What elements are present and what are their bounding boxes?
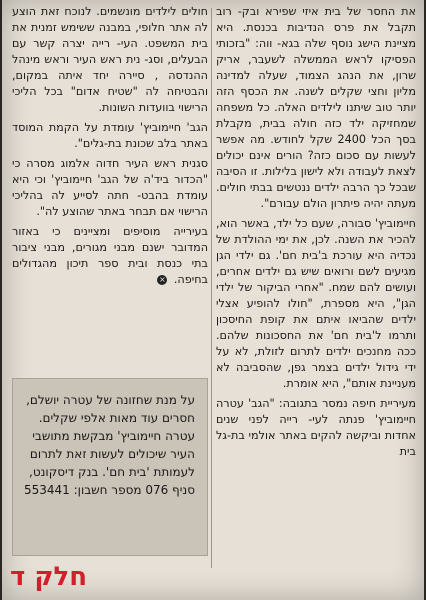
column-divider	[211, 8, 212, 568]
paragraph: חיימוביץ' סבורה, שעם כל ילד, באשר הוא, להכיר את השנה. לכן, את ימי ההולדת של נכדיה היא עורכת ב'בית חם'. גם ילדי הגן מגיעים לשם ורואים שיש גם ילדים אחרים, ועושים להם שמח. "אחרי הביקור של ילדי הגן", היא מספרת, "חולו להופיע אצלי ילדים שהביאו איתם את קופת החיסכון ותרמו ל'בית חם' את החסכונות שלהם. ככה מחנכים ילדים לתרום לזולת, לא על ידי גידול ילדים בצמר גפן, שהסביבה לא מעניינת אותם", היא אומרת.	[216, 217, 416, 390]
paragraph	[12, 224, 208, 288]
donation-text: על מנת שחזונה של עטרה יושלם, חסרים עוד מאות אלפי שקלים. עטרה חיימוביץ' מבקשת מתושבי העיר שיכולים לעשות זאת לתרום לעמותת 'בית חם'. בנק דיסקונט, סניף 076 מספר חשבון: 553441	[24, 393, 195, 497]
paragraph: הגב' חיימוביץ' עומדת על הקמת המוסד באתר בלב שכונת בת-גלים".	[12, 121, 208, 150]
paragraph: את החסר של בית איזי שפירא ובק- רוב תקבל את פרס הנדיבות בכנסת. היא מציינת הישג נוסף שלה בגא- ווה: "בזכותי הפסיקו לראש הממשלה לשעבר, אריק שרון, את הנהג הצמוד, שעלה למדינה מליון וחצי שקלים לשנה. את הכסף הזה יותר טוב שיתנו לילדים האלה. כל משפחה שמחזיקה ילד כזה חולה בבית, מקבלת בסך הכל 2400 שקל לחודש. מה אפשר לעשות עם סכום כזה? הורים אינם יכולים לצאת לעבודה ולא לישון בלילות. זו הסיבה שבכל כך הרבה ילדים ננטשים בבתי חולים. מעתה יהיה פיתרון הולם עבורם".	[216, 5, 417, 210]
paragraph: סגנית ראש העיר חדוה אלמוג מסרה כי "הכדור ביד'ה של הגב' חיימוביץ' וכי היא עומדת בהבט- חתה לסייע לה בהליכי הרישוי אם תבחר באתר שהוצע לה".	[12, 157, 208, 218]
paragraph: מעיריית חיפה נמסר בתגובה: "הגב' עטרה חיימוביץ' פנתה לעי- רייה לפני שנים אחדות וביקשה להקים באתר אולמי בת-גל בית	[216, 397, 416, 458]
paragraph-text: בעירייה מוסיפים ומציינים כי באזור המדובר ישנם מבני מגורים, מבני ציבור בתי כנסת ובית ספר תיכון מהגדולים בחיפה.	[12, 225, 208, 286]
donation-box	[12, 378, 208, 556]
newspaper-page	[2, 0, 424, 600]
paragraph: חולים לילדים מונשמים. לנוכח זאת הוצע לה אתר חלופי, במבנה ששימש זמנית את בית המשפט. העי- רייה יצרה קשר עם הבעלים, וסג- נית ראש העיר וראש מינהל ההנדסה , סיירה יחד איתה במקום, והבטיחה לה "שטיח אדום" בכל הליכי הרישוי בוועדות השונות.	[12, 5, 208, 114]
section-tag: חלק ד	[10, 562, 88, 592]
article-column-left	[12, 4, 208, 292]
end-of-article-icon: ×	[158, 275, 166, 284]
article-column-right	[216, 4, 416, 464]
